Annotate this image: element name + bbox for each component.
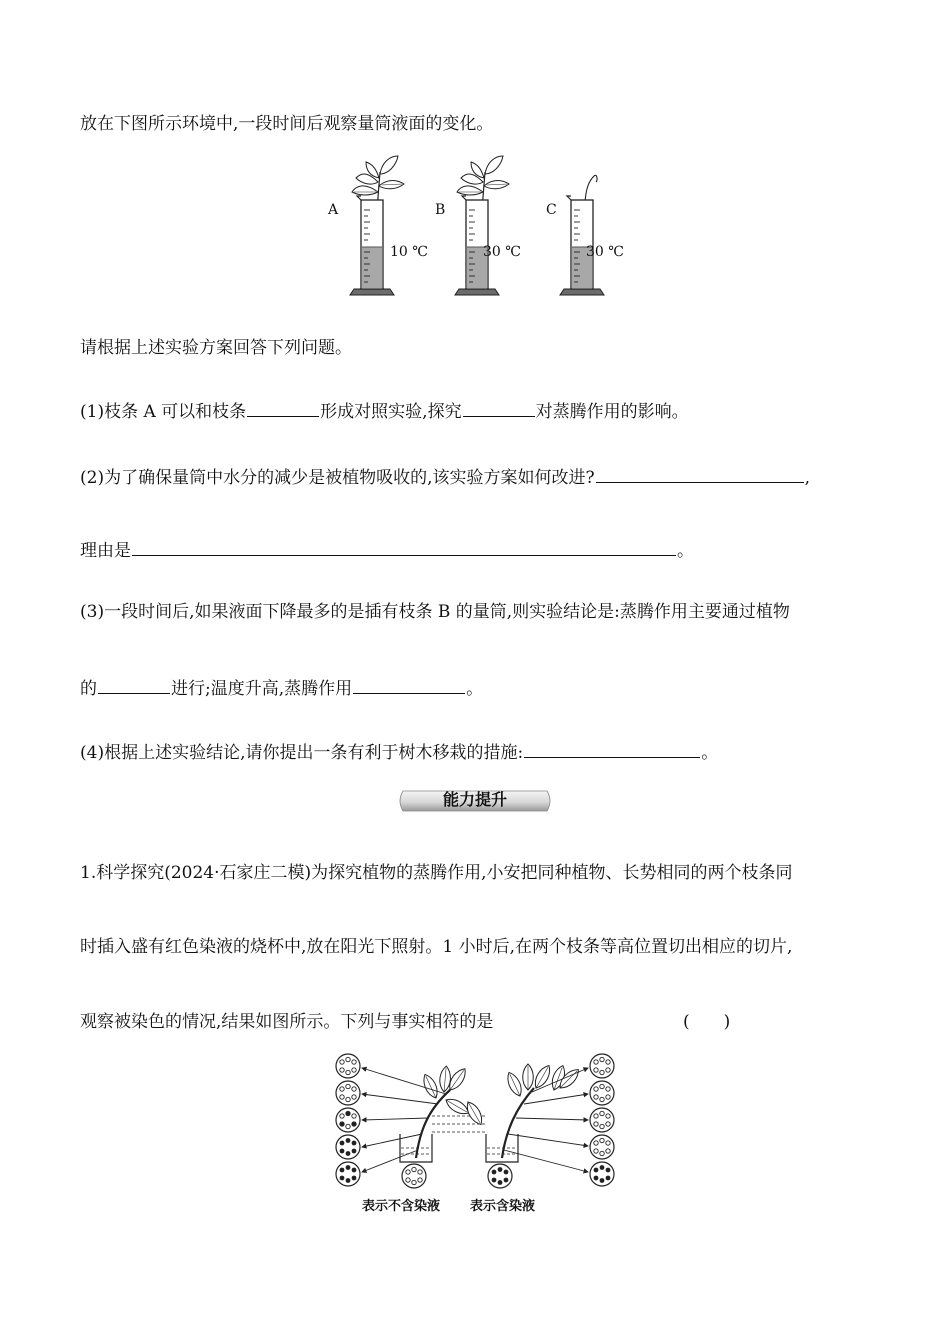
- cylinder-b: [455, 156, 509, 295]
- cylinder-label-b: B: [435, 202, 446, 218]
- answer-paren[interactable]: ( ): [683, 1012, 731, 1032]
- cylinder-temp-b: 30 ℃: [483, 244, 521, 260]
- q2-reason-end: 。: [677, 541, 694, 561]
- problem-1-line-2: 时插入盛有红色染液的烧杯中,放在阳光下照射。1 小时后,在两个枝条等高位置切出相应的切片,: [80, 937, 793, 957]
- q4-part-a: (4)根据上述实验结论,请你提出一条有利于树木移栽的措施:: [80, 743, 524, 763]
- q2-part-a: (2)为了确保量筒中水分的减少是被植物吸收的,该实验方案如何改进?: [80, 468, 595, 488]
- legend-filled-label: 表示含染液: [470, 1199, 536, 1214]
- intro-text: 放在下图所示环境中,一段时间后观察量筒液面的变化。: [80, 114, 494, 134]
- q1-blank-1[interactable]: [247, 398, 319, 417]
- question-3-line-1: (3)一段时间后,如果液面下降最多的是插有枝条 B 的量筒,则实验结论是:蒸腾作用主要通过植物: [80, 602, 790, 622]
- question-4: [80, 739, 718, 765]
- cylinder-figure: [320, 152, 630, 302]
- section-title: 能力提升: [442, 790, 507, 809]
- q1-part-c: 对蒸腾作用的影响。: [535, 402, 689, 422]
- problem-1-line-3: 观察被染色的情况,结果如图所示。下列与事实相符的是: [80, 1012, 494, 1032]
- question-2-reason: [80, 537, 694, 563]
- cylinder-temp-a: 10 ℃: [390, 244, 428, 260]
- legend-empty-label: 表示不含染液: [362, 1199, 441, 1214]
- q1-blank-2[interactable]: [463, 398, 535, 417]
- cylinder-temp-c: 30 ℃: [586, 244, 624, 260]
- cylinder-c: [560, 175, 604, 295]
- q3-part-b: 进行;温度升高,蒸腾作用: [171, 679, 353, 699]
- question-1: [80, 398, 689, 424]
- q2-blank-1[interactable]: [596, 464, 804, 483]
- q1-part-b: 形成对照实验,探究: [320, 402, 462, 422]
- problem-1-line-1: 1.科学探究(2024·石家庄二模)为探究植物的蒸腾作用,小安把同种植物、长势相同的两个枝条同: [80, 863, 793, 883]
- cylinder-label-a: A: [328, 202, 339, 218]
- q1-part-a: (1)枝条 A 可以和枝条: [80, 402, 247, 422]
- question-2: [80, 464, 810, 490]
- cylinder-label-c: C: [546, 202, 557, 218]
- section-banner: [397, 788, 553, 814]
- q3-blank-1[interactable]: [98, 675, 170, 694]
- q2-reason-label: 理由是: [80, 541, 131, 561]
- q2-blank-2[interactable]: [132, 537, 676, 556]
- stem-section-figure: [328, 1050, 622, 1220]
- prompt-text: 请根据上述实验方案回答下列问题。: [80, 338, 352, 358]
- q3-part-c: 。: [466, 679, 484, 699]
- question-3-line-2: [80, 675, 483, 701]
- q3-blank-2[interactable]: [353, 675, 465, 694]
- cylinder-a: [350, 156, 404, 295]
- q3-part-a: 的: [80, 679, 97, 699]
- q4-part-b: 。: [701, 743, 719, 763]
- q4-blank[interactable]: [524, 739, 700, 758]
- q2-part-b: ,: [804, 468, 811, 488]
